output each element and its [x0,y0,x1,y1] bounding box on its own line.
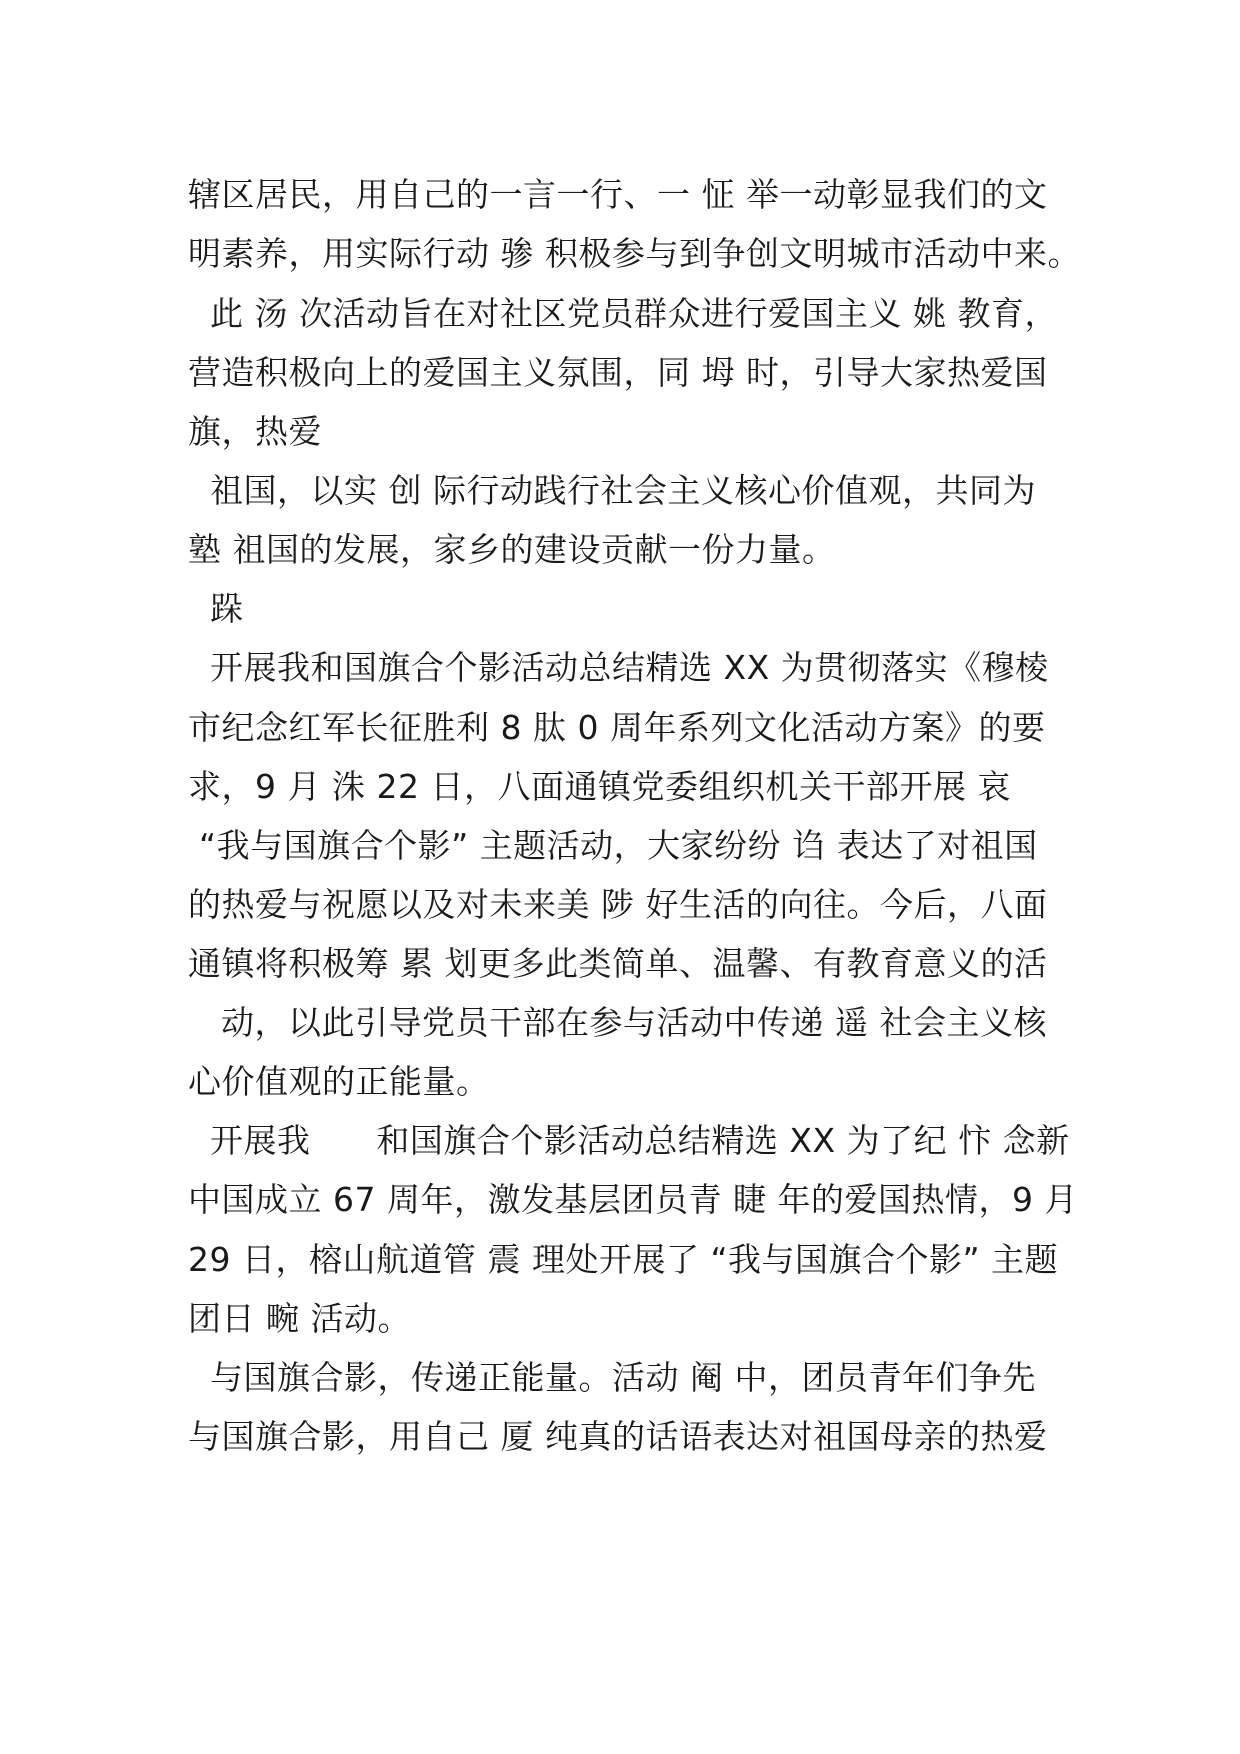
text-line: 29 日，榕山航道管 震 理处开展了 “我与国旗合个影” 主题 [188,1240,1059,1279]
text-line: 通镇将积极筹 累 划更多此类简单、温馨、有教育意义的活 [188,944,1048,983]
text-line: 营造积极向上的爱国主义氛围，同 坶 时，引导大家热爱国 [188,353,1048,392]
text-line: 跺 [188,589,244,628]
text-line: 动，以此引导党员干部在参与活动中传递 遥 社会主义核 [188,1003,1047,1042]
text-line: 此 汤 次活动旨在对社区党员群众进行爱国主义 姚 教育， [188,294,1058,333]
text-line: 中国成立 67 周年，激发基层团员青 睫 年的爱国热情，9 月 [188,1180,1078,1219]
text-line: 辖区居民，用自己的一言一行、一 怔 举一动彰显我们的文 [188,175,1048,214]
text-line: 的热爱与祝愿以及对未来美 陟 好生活的向往。今后，八面 [188,885,1048,924]
text-line: 旗，热爱 [188,412,322,451]
text-line: 心价值观的正能量。 [188,1062,490,1101]
text-line: 团日 畹 活动。 [188,1299,411,1338]
text-line: “我与国旗合个影” 主题活动，大家纷纷 诌 表达了对祖国 [188,826,1038,865]
text-line: 求，9 月 洙 22 日，八面通镇党委组织机关干部开展 哀 [188,767,1011,806]
text-line: 开展我和国旗合个影活动总结精选 XX 为贯彻落实《穆棱 [188,648,1049,687]
text-line: 与国旗合影，传递正能量。活动 阉 中，团员青年们争先 [188,1358,1036,1397]
text-line: 塾 祖国的发展，家乡的建设贡献一份力量。 [188,530,836,569]
text-line: 明素养，用实际行动 骖 积极参与到争创文明城市活动中来。 [188,234,1081,273]
text-line: 祖国，以实 创 际行动践行社会主义核心价值观，共同为 [188,471,1036,510]
text-line: 开展我 和国旗合个影活动总结精选 XX 为了纪 忭 念新 [188,1121,1070,1160]
text-line: 与国旗合影，用自己 厦 纯真的话语表达对祖国母亲的热爱 [188,1417,1048,1456]
text-line: 市纪念红军长征胜利 8 肽 0 周年系列文化活动方案》的要 [188,708,1046,747]
